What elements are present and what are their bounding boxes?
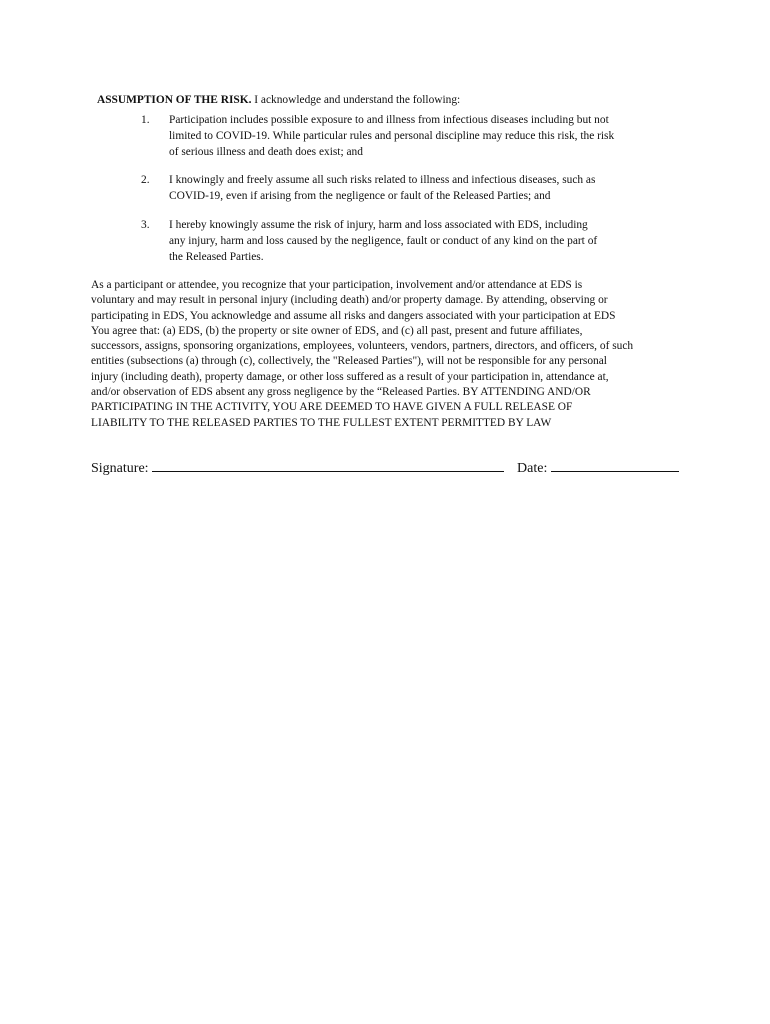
text-line: voluntary and may result in personal injury (including death) and/or property damage. By attending, observing or: [91, 294, 608, 307]
text-line: I hereby knowingly assume the risk of injury, harm and loss associated with EDS, including: [169, 219, 588, 231]
release-paragraph: [91, 278, 681, 431]
text-line: COVID-19, even if arising from the negligence or fault of the Released Parties; and: [169, 190, 551, 202]
text-line: successors, assigns, sponsoring organizations, employees, volunteers, vendors, partners, directors, and officers, of such: [91, 340, 634, 353]
signature-field[interactable]: [152, 460, 504, 472]
text-line: I knowingly and freely assume all such risks related to illness and infectious diseases, such as: [169, 174, 596, 186]
list-item-text: [169, 217, 669, 265]
signature-label: Signature:: [91, 461, 149, 476]
text-line: any injury, harm and loss caused by the negligence, fault or conduct of any kind on the part of: [169, 235, 598, 247]
section-heading: [97, 93, 460, 108]
text-line: Participation includes possible exposure to and illness from infectious diseases including but not: [169, 114, 609, 126]
text-line: the Released Parties.: [169, 251, 264, 263]
text-line: As a participant or attendee, you recognize that your participation, involvement and/or attendance at EDS is: [91, 279, 583, 291]
text-line: PARTICIPATING IN THE ACTIVITY, YOU ARE DEEMED TO HAVE GIVEN A FULL RELEASE OF: [91, 401, 573, 414]
list-item-number: 3.: [141, 219, 150, 231]
text-line: LIABILITY TO THE RELEASED PARTIES TO THE FULLEST EXTENT PERMITTED BY LAW: [91, 416, 552, 429]
text-line: participating in EDS, You acknowledge and assume all risks and dangers associated with your participation at EDS: [91, 309, 616, 322]
list-item-number: 1.: [141, 114, 150, 126]
text-line: entities (subsections (a) through (c), collectively, the "Released Parties"), will not be responsible for any personal: [91, 355, 607, 368]
text-line: You agree that: (a) EDS, (b) the property or site owner of EDS, and (c) all past, present and future affiliates,: [91, 324, 583, 337]
text-line: of serious illness and death does exist; and: [169, 146, 363, 158]
section-intro: I acknowledge and understand the following:: [251, 94, 461, 106]
text-line: limited to COVID-19. While particular rules and personal discipline may reduce this risk, the risk: [169, 130, 615, 142]
list-item-text: [169, 112, 669, 160]
signature-row: [91, 460, 679, 478]
list-item-text: [169, 172, 669, 204]
text-line: and/or observation of EDS absent any gross negligence by the “Released Parties. BY ATTENDING AND/OR: [91, 386, 591, 399]
text-line: injury (including death), property damage, or other loss suffered as a result of your participation in, attendance at,: [91, 370, 609, 383]
date-field[interactable]: [551, 460, 679, 472]
list-item-number: 2.: [141, 174, 150, 186]
date-label: Date:: [517, 461, 548, 476]
section-title: ASSUMPTION OF THE RISK.: [97, 94, 252, 106]
